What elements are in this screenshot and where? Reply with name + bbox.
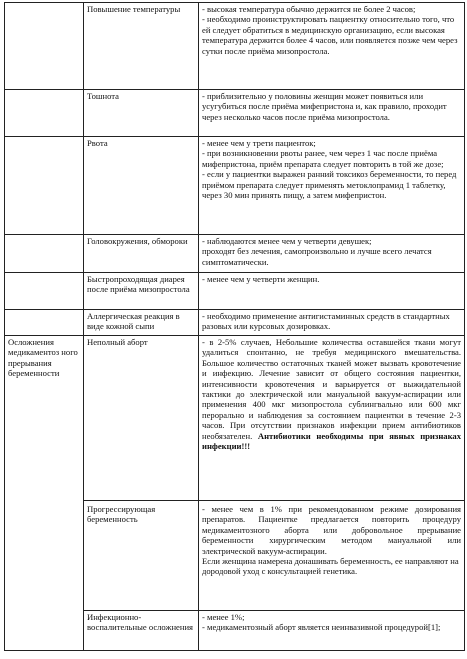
empty-cell	[5, 90, 84, 137]
description-line: проходят без лечения, самопроизвольно и лучше всего лечатся симптоматически.	[202, 246, 432, 267]
description-cell	[199, 273, 465, 310]
table-row	[5, 235, 465, 273]
description-cell	[199, 611, 465, 651]
description-line: - если у пациентки выражен ранний токсикоз беременности, то перед приёмом препарата следует применять метоклопрамид 1 таблетку, через 30 мин принять пищу, а затем мифепристон.	[202, 169, 457, 201]
description-line: - менее чем у трети пациенток;	[202, 138, 316, 148]
complication-name: Головокружения, обмороки	[84, 235, 199, 273]
description-cell	[199, 137, 465, 235]
table-row	[5, 336, 465, 501]
empty-cell	[5, 235, 84, 273]
complication-name: Тошнота	[84, 90, 199, 137]
description-text: Если женщина намерена донашивать беременность, ее направляют на дородовой уход с консультацией генетика.	[202, 556, 459, 577]
table-row	[5, 3, 465, 90]
description-line: - высокая температура обычно держится не более 2 часов;	[202, 4, 416, 14]
table-row	[5, 137, 465, 235]
complication-name: Аллергическая реакция в виде кожной сыпи	[84, 310, 199, 336]
description-cell	[199, 3, 465, 90]
description-line: - необходимо применение антигистаминных средств в стандартных разовых или курсовых дозировках.	[202, 311, 450, 332]
empty-cell	[5, 137, 84, 235]
complication-name: Рвота	[84, 137, 199, 235]
description-line: - менее чем у четверти женщин.	[202, 274, 320, 284]
description-line: - медикаментозный аборт является неинвазивной процедурой[1];	[202, 622, 441, 633]
group-label: Осложнения медикаментоз ного прерывания беременности	[5, 336, 84, 651]
description-line: - при возникновении рвоты ранее, чем через 1 час после приёма мифепристона, приём препарата следует повторить в той же дозе;	[202, 148, 444, 169]
table-row	[5, 273, 465, 310]
complication-name: Повышение температуры	[84, 3, 199, 90]
empty-cell	[5, 310, 84, 336]
description-text: - в 2-5% случаев, Небольшие количества оставшейся ткани могут удалиться спонтанно, не требуя медицинского вмешательства. Большое количество остаточных тканей может вызвать кровотечение и инфекцию. Лечение зависит от общего состояния пациентки, интенсивности кровотечения и варьируется от выжидательной тактики до электрической или мануальной вакуум-аспирации или применения 400 мкг мизопростола сублингвально или 600 мкг перорально и наблюдения за состоянием пациентки в течение 2-3 часов. При отсутствии признаков инфекции прием антибиотиков необязателен.	[202, 337, 461, 441]
empty-cell	[5, 3, 84, 90]
description-cell	[199, 90, 465, 137]
complication-name: Инфекционно-воспалительные осложнения	[84, 611, 199, 651]
complication-name: Неполный аборт	[84, 336, 199, 501]
warning-text: Антибиотики необходимы при явных признаках инфекции!!!	[202, 430, 461, 452]
description-line: - наблюдаются менее чем у четверти девушек;	[202, 236, 372, 246]
description-cell	[199, 336, 465, 501]
empty-cell	[5, 273, 84, 310]
table-row	[5, 90, 465, 137]
description-line: - необходимо проинструктировать пациентку относительно того, что ей следует обратиться в медицинскую организацию, если высокая температура держится более 4 часов, или появляется позже чем через сутки после приёма мизопростола.	[202, 14, 458, 56]
description-line: - приблизительно у половины женщин может появиться или усугубиться после приёма мифепристона и, как правило, проходит через несколько часов после приёма мизопростола.	[202, 91, 447, 122]
description-cell	[199, 235, 465, 273]
description-cell	[199, 501, 465, 611]
complication-name: Прогрессирующая беременность	[84, 501, 199, 611]
complications-table	[4, 2, 465, 651]
description-cell	[199, 310, 465, 336]
complication-name: Быстропроходящая диарея после приёма мизопростола	[84, 273, 199, 310]
table-row	[5, 310, 465, 336]
description-text: - менее чем в 1% при рекомендованном режиме дозирования препаратов. Пациентке предлагается повторить процедуру медикаментозного аборта или добровольное прерывание беременности хирургическим методом мануальной или электрической вакуум-аспирации.	[202, 504, 461, 556]
description-line: - менее 1%;	[202, 612, 245, 622]
